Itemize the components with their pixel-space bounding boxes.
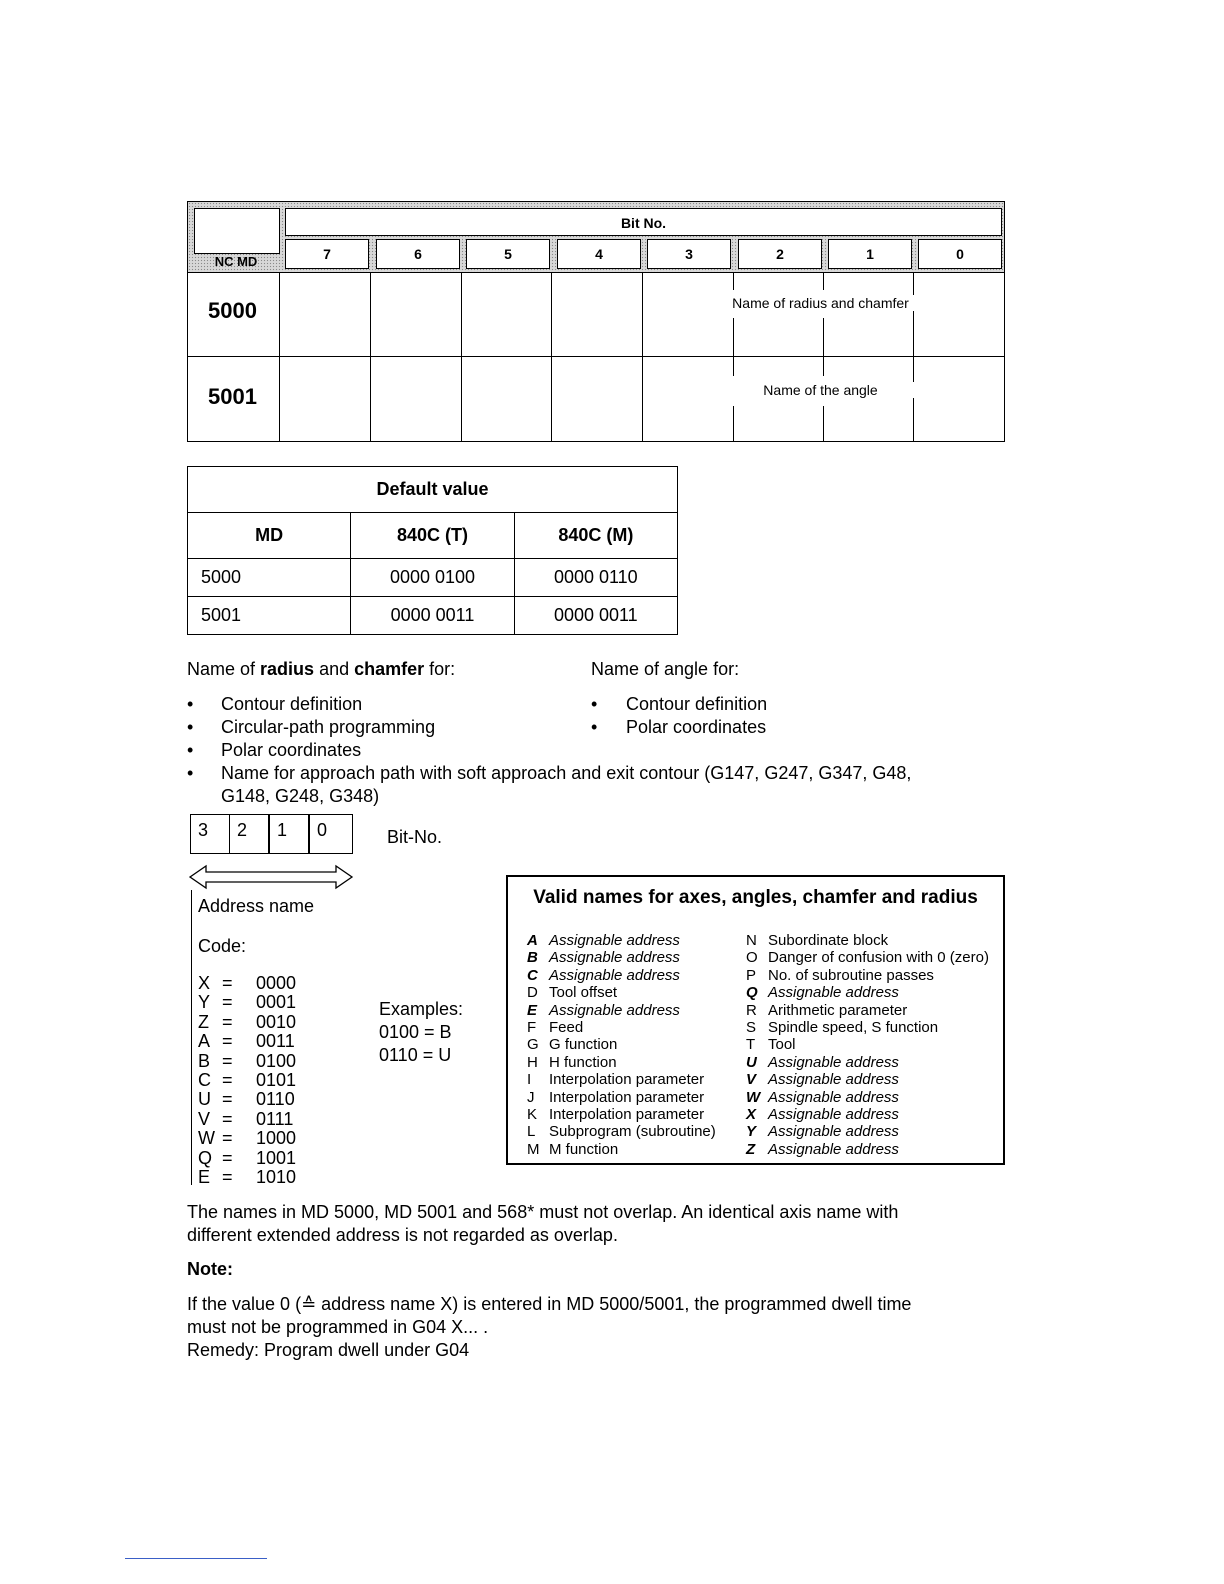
md-5001-label: 5001 [208,384,257,409]
code-address-name: W [198,1128,215,1149]
overlap-text: different extended address is not regarded as overlap. [187,1225,618,1245]
md-cell: 5001 [188,597,351,635]
address-description: G function [549,1036,618,1054]
address-description: Assignable address [768,1106,899,1123]
bit-tick [823,272,824,290]
note-text: must not be programmed in G04 X... . [187,1317,489,1337]
code-equals: = [222,973,233,993]
address-letter: U [746,1053,757,1071]
table-row [188,597,678,635]
code-equals: = [222,1147,233,1168]
code-value: 1001 [256,1147,297,1168]
example-line: 0100 = B [379,1022,452,1042]
code-address-name: E [198,1167,211,1187]
bit-1-box: 1 [269,814,309,854]
code-equals: = [222,1011,233,1032]
address-letter: P [746,966,757,984]
valid-names-title: Valid names for axes, angles, chamfer and radius [533,887,978,908]
code-row [198,974,296,994]
bit-tick [823,406,824,442]
footnote-rule [125,1558,267,1559]
heading-text: for: [424,659,456,679]
row-divider [188,356,1004,357]
address-letter: D [527,984,538,1002]
heading-text: and [314,659,355,679]
remedy-text: Remedy: Program dwell under G04 [187,1340,470,1360]
code-row [198,1110,293,1130]
list-item: Contour definition [626,694,768,714]
address-description: Assignable address [768,1123,899,1141]
column-divider [642,272,643,442]
code-address-name: A [198,1031,211,1052]
list-item: Contour definition [221,694,363,714]
bullet-icon: • [591,717,598,737]
address-letter: H [527,1053,538,1071]
list-item: Circular-path programming [221,717,436,737]
code-address-name: C [198,1070,211,1090]
bit-table-header [188,202,1004,272]
address-description: Interpolation parameter [549,1071,705,1089]
value-cell: 0000 0100 [351,559,514,597]
valid-name-row [746,1054,899,1071]
bit-6-header: 6 [376,239,460,269]
valid-name-row [746,1123,899,1140]
valid-name-row [746,1036,796,1053]
valid-name-row [527,1019,583,1036]
address-letter: G [527,1036,539,1054]
address-letter: O [746,949,758,967]
double-arrow-icon [188,864,356,890]
address-letter: Q [746,984,758,1002]
column-divider [551,272,552,442]
code-row [198,1129,296,1149]
address-description: Assignable address [768,984,899,1002]
address-letter: C [527,966,538,984]
code-equals: = [222,1128,233,1149]
heading-bold-radius: radius [260,659,315,679]
valid-name-row [527,1071,704,1088]
address-description: Assignable address [768,1053,899,1071]
nc-md-label: NC MD [214,254,258,269]
bit-tick [733,272,734,290]
code-value: 0001 [256,992,297,1013]
bit-tick [733,318,734,356]
address-letter: V [746,1071,757,1089]
address-letter: K [527,1106,538,1123]
address-description: No. of subroutine passes [768,966,934,984]
code-value: 0110 [256,1089,295,1110]
bit-tick [733,356,734,376]
valid-name-row [746,1019,938,1036]
value-cell: 0000 0110 [514,559,677,597]
note-label: Note: [187,1259,233,1279]
valid-name-row [527,1106,704,1123]
radius-chamfer-bits-label: Name of radius and chamfer [721,295,920,311]
bit-assignment-table [187,201,1005,442]
bit-tick [823,318,824,356]
valid-name-row [746,984,899,1001]
address-description: Assignable address [549,1001,680,1019]
valid-name-row [746,932,888,949]
column-divider [461,272,462,442]
overlap-text: The names in MD 5000, MD 5001 and 568* must not overlap. An identical axis name with [187,1202,899,1222]
address-description: Danger of confusion with 0 (zero) [768,949,989,967]
code-row [198,1071,296,1091]
valid-name-row [527,932,680,949]
value-cell: 0000 0011 [351,597,514,635]
code-value: 1010 [256,1167,297,1187]
code-value: 0111 [256,1108,294,1129]
md-column-header: MD [188,513,351,559]
bit-2-box: 2 [229,814,269,854]
code-equals: = [222,1031,233,1052]
code-equals: = [222,1089,233,1110]
code-row [198,1013,296,1033]
valid-name-row [746,949,989,966]
valid-name-row [746,967,934,984]
code-value: 0011 [256,1031,295,1052]
address-description: Interpolation parameter [549,1088,705,1106]
address-description: Subprogram (subroutine) [549,1123,716,1141]
address-letter: Z [746,1140,756,1158]
bit-4-header: 4 [557,239,641,269]
bit-3-box: 3 [190,814,230,854]
value-cell: 0000 0011 [514,597,677,635]
code-value: 1000 [256,1128,297,1149]
valid-name-row [746,1141,899,1158]
heading-bold-chamfer: chamfer [354,659,425,679]
bit-1-header: 1 [828,239,912,269]
bit-tick [733,406,734,442]
address-description: Interpolation parameter [549,1106,705,1123]
valid-names-box [506,875,1005,1165]
table-row [188,559,678,597]
code-equals: = [222,1167,233,1187]
note-text: If the value 0 (≙ address name X) is entered in MD 5000/5001, the programmed dwell time [187,1294,912,1314]
address-description: H function [549,1053,617,1071]
address-letter: A [527,932,538,949]
code-address-name: B [198,1050,211,1071]
valid-name-row [527,1002,680,1019]
address-description: Assignable address [549,932,680,949]
heading-text: Name of [187,659,261,679]
bit-no-label: Bit-No. [387,827,443,847]
address-description: Arithmetic parameter [768,1001,908,1019]
address-description: Subordinate block [768,932,889,949]
bracket-line [191,890,192,1185]
bullet-icon: • [187,694,194,714]
bullet-icon: • [187,717,194,737]
list-item-continuation: G148, G248, G348) [221,786,380,806]
bullet-icon: • [187,763,194,783]
valid-name-row [527,949,680,966]
code-row [198,1032,295,1052]
code-equals: = [222,1050,233,1071]
valid-name-row [527,1123,716,1140]
bit-2-header: 2 [738,239,822,269]
list-item: Name for approach path with soft approach and exit contour (G147, G247, G347, G48, [221,763,912,783]
address-letter: I [527,1071,532,1089]
list-item: Polar coordinates [626,717,767,737]
code-value: 0010 [256,1011,297,1032]
row-divider [188,272,1004,273]
code-value: 0101 [256,1070,297,1090]
default-value-table [187,466,678,635]
radius-chamfer-heading [187,658,455,681]
nc-md-corner-box [194,208,280,254]
angle-bits-label: Name of the angle [721,382,920,398]
code-equals: = [222,1070,233,1090]
bullet-icon: • [187,740,194,760]
code-address-name: U [198,1089,211,1110]
bit-tick [823,356,824,376]
address-description: Assignable address [549,966,680,984]
valid-name-row [527,1089,704,1106]
valid-name-row [527,984,617,1001]
valid-name-row [746,1071,899,1088]
valid-name-row [746,1106,899,1123]
840c-m-column-header: 840C (M) [514,513,677,559]
address-description: Assignable address [768,1088,899,1106]
md-cell: 5000 [188,559,351,597]
address-description: Spindle speed, S function [768,1019,939,1036]
code-address-name: X [198,973,211,993]
840c-t-column-header: 840C (T) [351,513,514,559]
address-letter: S [746,1019,757,1036]
address-description: Assignable address [768,1140,899,1158]
code-row [198,993,296,1013]
address-letter: R [746,1001,757,1019]
code-equals: = [222,1108,233,1129]
examples-heading: Examples: [379,999,464,1019]
valid-name-row [527,967,680,984]
bit-no-header: Bit No. [285,208,1002,236]
code-value: 0100 [256,1050,297,1071]
address-letter: T [746,1036,756,1054]
address-description: Tool [768,1036,796,1054]
code-value: 0000 [256,973,297,993]
address-letter: M [527,1140,540,1158]
address-letter: B [527,949,538,967]
address-description: Assignable address [768,1071,899,1089]
valid-name-row [527,1141,618,1158]
code-row [198,1090,295,1110]
default-value-title: Default value [188,467,678,513]
column-divider [279,272,280,442]
address-letter: W [746,1088,761,1106]
valid-name-row [527,1036,617,1053]
angle-heading: Name of angle for: [591,659,740,679]
address-letter: Y [746,1123,757,1141]
list-item: Polar coordinates [221,740,362,760]
code-address-name: Q [198,1147,213,1168]
valid-name-row [527,1054,617,1071]
bit-3-header: 3 [647,239,731,269]
code-row [198,1168,296,1188]
address-name-label: Address name [198,896,315,916]
code-equals: = [222,992,233,1013]
address-letter: L [527,1123,536,1141]
address-letter: J [527,1088,535,1106]
code-address-name: Z [198,1011,209,1032]
valid-name-row [746,1002,907,1019]
address-letter: E [527,1001,538,1019]
address-description: M function [549,1140,619,1158]
code-address-name: Y [198,992,211,1013]
code-row [198,1052,296,1072]
address-letter: F [527,1019,537,1036]
code-row [198,1149,296,1169]
code-label: Code: [198,936,247,956]
bit-5-header: 5 [466,239,550,269]
md-5000-label: 5000 [208,298,257,323]
bit-7-header: 7 [285,239,369,269]
address-description: Feed [549,1019,584,1036]
bullet-icon: • [591,694,598,714]
code-address-name: V [198,1108,211,1129]
bit-0-header: 0 [918,239,1002,269]
address-letter: X [746,1106,757,1123]
column-divider [370,272,371,442]
bit-0-box: 0 [309,814,353,854]
address-description: Assignable address [549,949,680,967]
address-description: Tool offset [549,984,618,1002]
address-letter: N [746,932,757,949]
example-line: 0110 = U [379,1045,452,1065]
valid-name-row [746,1089,899,1106]
